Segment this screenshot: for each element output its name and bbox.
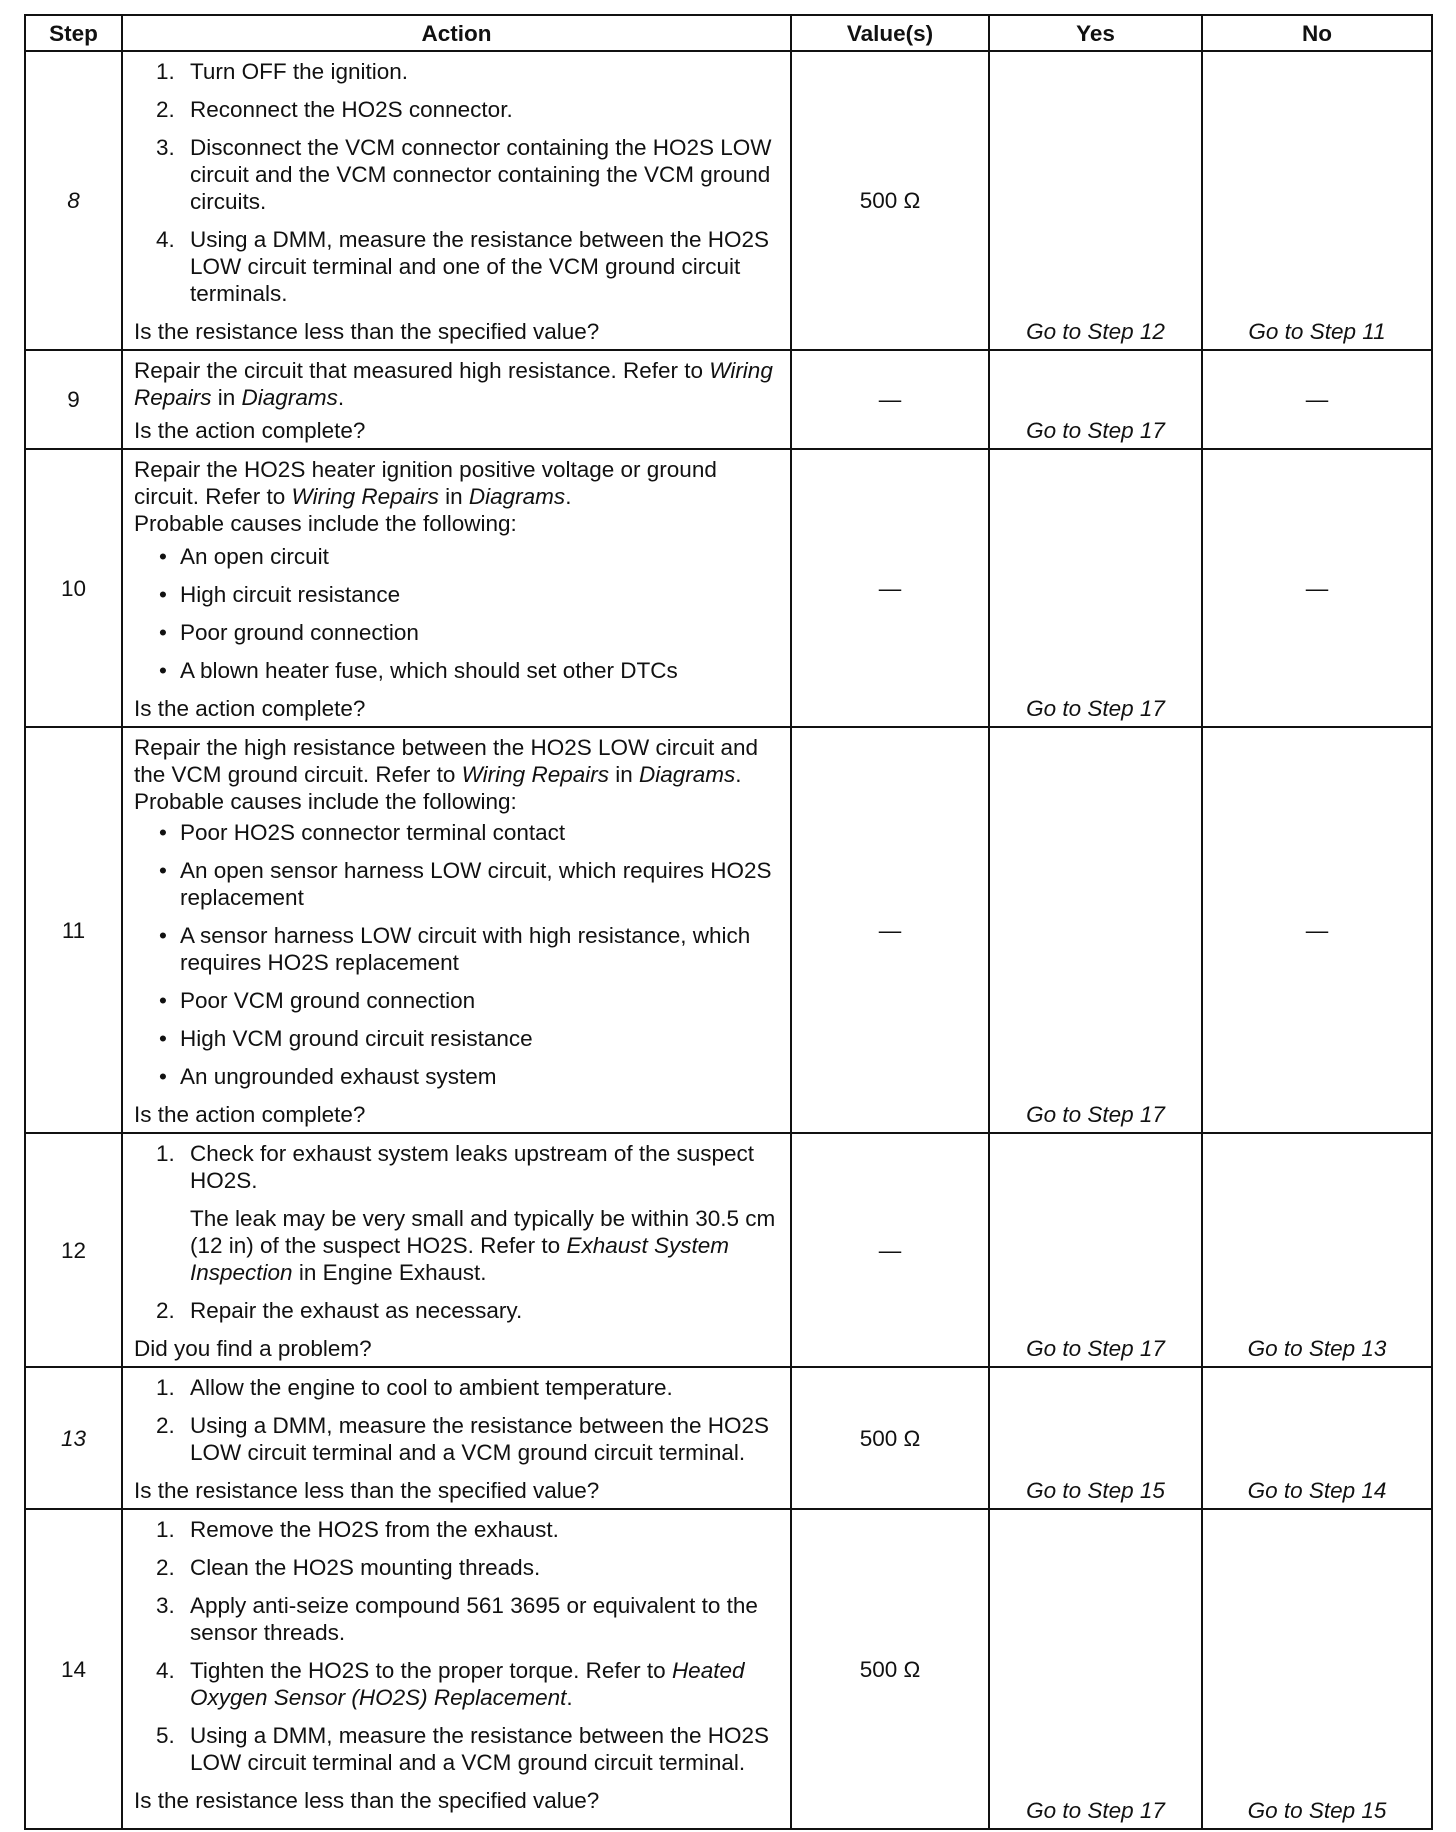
no-result: — xyxy=(1202,727,1432,1133)
header-values: Value(s) xyxy=(791,15,989,51)
action-cell xyxy=(122,1509,791,1829)
table-row-step-11 xyxy=(25,727,1432,1133)
list-item: 1. Allow the engine to cool to ambient temperature. xyxy=(156,1375,673,1400)
list-item: • An ungrounded exhaust system xyxy=(134,1063,780,1090)
header-no: No xyxy=(1202,15,1432,51)
list-item: • A sensor harness LOW circuit with high resistance, which requires HO2S replacement xyxy=(134,922,780,976)
value-cell: 500 Ω xyxy=(791,51,989,350)
action-question: Did you find a problem? xyxy=(134,1336,372,1361)
action-cell xyxy=(122,1133,791,1367)
list-item: 2. Reconnect the HO2S connector. xyxy=(156,97,513,122)
list-item: 2. Clean the HO2S mounting threads. xyxy=(156,1555,541,1580)
no-result: — xyxy=(1202,350,1432,449)
list-item: • High VCM ground circuit resistance xyxy=(134,1025,780,1052)
action-steps-list xyxy=(134,1516,780,1776)
action-text: Probable causes include the following: xyxy=(134,511,517,536)
action-text: Repair the HO2S heater ignition positive voltage or ground circuit. Refer to Wiring Repairs in Diagrams. xyxy=(134,457,717,509)
list-item: 4. Tighten the HO2S to the proper torque. Refer to Heated Oxygen Sensor (HO2S) Replacement. xyxy=(156,1658,745,1710)
diagnostic-steps-table xyxy=(24,14,1433,1830)
step-number: 12 xyxy=(25,1133,122,1367)
value-cell: — xyxy=(791,449,989,727)
action-text: Repair the high resistance between the HO2S LOW circuit and the VCM ground circuit. Refer to Wiring Repairs in Diagrams. Probable causes include the following: xyxy=(134,735,759,814)
yes-result: Go to Step 17 xyxy=(989,449,1202,727)
value-cell: — xyxy=(791,1133,989,1367)
no-result: Go to Step 11 xyxy=(1202,51,1432,350)
list-item: 1. Check for exhaust system leaks upstream of the suspect HO2S. The leak may be very small and typically be within 30.5 cm (12 in) of the suspect HO2S. Refer to Exhaust System Inspection in Engine Exhaust. xyxy=(134,1140,780,1286)
step-number: 13 xyxy=(25,1367,122,1509)
value-cell: — xyxy=(791,350,989,449)
list-item: • A blown heater fuse, which should set other DTCs xyxy=(134,657,780,684)
no-result: Go to Step 13 xyxy=(1202,1133,1432,1367)
no-result: Go to Step 15 xyxy=(1202,1509,1432,1829)
step-number: 9 xyxy=(25,350,122,449)
list-item: 3. Disconnect the VCM connector containing the HO2S LOW circuit and the VCM connector containing the VCM ground circuits. xyxy=(156,135,772,214)
action-steps-list xyxy=(134,1374,780,1466)
action-cell xyxy=(122,727,791,1133)
action-question: Is the resistance less than the specified value? xyxy=(134,319,600,344)
list-item: 3. Apply anti-seize compound 561 3695 or equivalent to the sensor threads. xyxy=(156,1593,758,1645)
step-number: 10 xyxy=(25,449,122,727)
list-item: 2. Repair the exhaust as necessary. xyxy=(156,1298,523,1323)
action-steps-list xyxy=(134,1140,780,1324)
probable-causes-list xyxy=(134,543,780,684)
yes-result: Go to Step 17 xyxy=(989,727,1202,1133)
list-item: • An open sensor harness LOW circuit, which requires HO2S replacement xyxy=(134,857,780,911)
list-item: • High circuit resistance xyxy=(134,581,780,608)
table-row-step-14 xyxy=(25,1509,1432,1829)
list-item: 1. Remove the HO2S from the exhaust. xyxy=(156,1517,559,1542)
value-cell: — xyxy=(791,727,989,1133)
value-cell: 500 Ω xyxy=(791,1509,989,1829)
table-header-row xyxy=(25,15,1432,51)
no-result: Go to Step 14 xyxy=(1202,1367,1432,1509)
list-item: • Poor VCM ground connection xyxy=(134,987,780,1014)
header-step: Step xyxy=(25,15,122,51)
action-steps-list xyxy=(134,58,780,307)
yes-result: Go to Step 12 xyxy=(989,51,1202,350)
table-row-step-12 xyxy=(25,1133,1432,1367)
action-cell xyxy=(122,449,791,727)
table-row-step-13 xyxy=(25,1367,1432,1509)
list-item: • Poor ground connection xyxy=(134,619,780,646)
list-item: 4. Using a DMM, measure the resistance between the HO2S LOW circuit terminal and one of the VCM ground circuit terminals. xyxy=(156,227,770,306)
step-number: 14 xyxy=(25,1509,122,1829)
action-question: Is the resistance less than the specified value? xyxy=(134,1788,600,1813)
probable-causes-list xyxy=(134,819,780,1090)
table-row-step-10 xyxy=(25,449,1432,727)
list-item: 5. Using a DMM, measure the resistance between the HO2S LOW circuit terminal and a VCM ground circuit terminal. xyxy=(156,1723,770,1775)
action-question: Is the action complete? xyxy=(134,418,366,443)
list-item: • An open circuit xyxy=(134,543,780,570)
step-number: 11 xyxy=(25,727,122,1133)
yes-result: Go to Step 15 xyxy=(989,1367,1202,1509)
table-row-step-8 xyxy=(25,51,1432,350)
action-cell xyxy=(122,51,791,350)
list-item: • Poor HO2S connector terminal contact xyxy=(134,819,780,846)
yes-result: Go to Step 17 xyxy=(989,350,1202,449)
action-cell xyxy=(122,1367,791,1509)
no-result: — xyxy=(1202,449,1432,727)
list-item: 2. Using a DMM, measure the resistance between the HO2S LOW circuit terminal and a VCM ground circuit terminal. xyxy=(156,1413,770,1465)
header-yes: Yes xyxy=(989,15,1202,51)
yes-result: Go to Step 17 xyxy=(989,1509,1202,1829)
diagnostic-table-page xyxy=(24,14,1431,1830)
yes-result: Go to Step 17 xyxy=(989,1133,1202,1367)
action-cell xyxy=(122,350,791,449)
step-number: 8 xyxy=(25,51,122,350)
action-question: Is the action complete? xyxy=(134,696,366,721)
header-action: Action xyxy=(122,15,791,51)
sub-note: The leak may be very small and typically be within 30.5 cm (12 in) of the suspect HO2S. Refer to Exhaust System Inspection in Engine Exhaust. xyxy=(190,1206,776,1285)
value-cell: 500 Ω xyxy=(791,1367,989,1509)
action-question: Is the action complete? xyxy=(134,1102,366,1127)
action-question: Is the resistance less than the specified value? xyxy=(134,1478,600,1503)
table-row-step-9 xyxy=(25,350,1432,449)
action-text: Repair the circuit that measured high resistance. Refer to Wiring Repairs in Diagrams. xyxy=(134,358,773,410)
list-item: 1. Turn OFF the ignition. xyxy=(156,59,409,84)
